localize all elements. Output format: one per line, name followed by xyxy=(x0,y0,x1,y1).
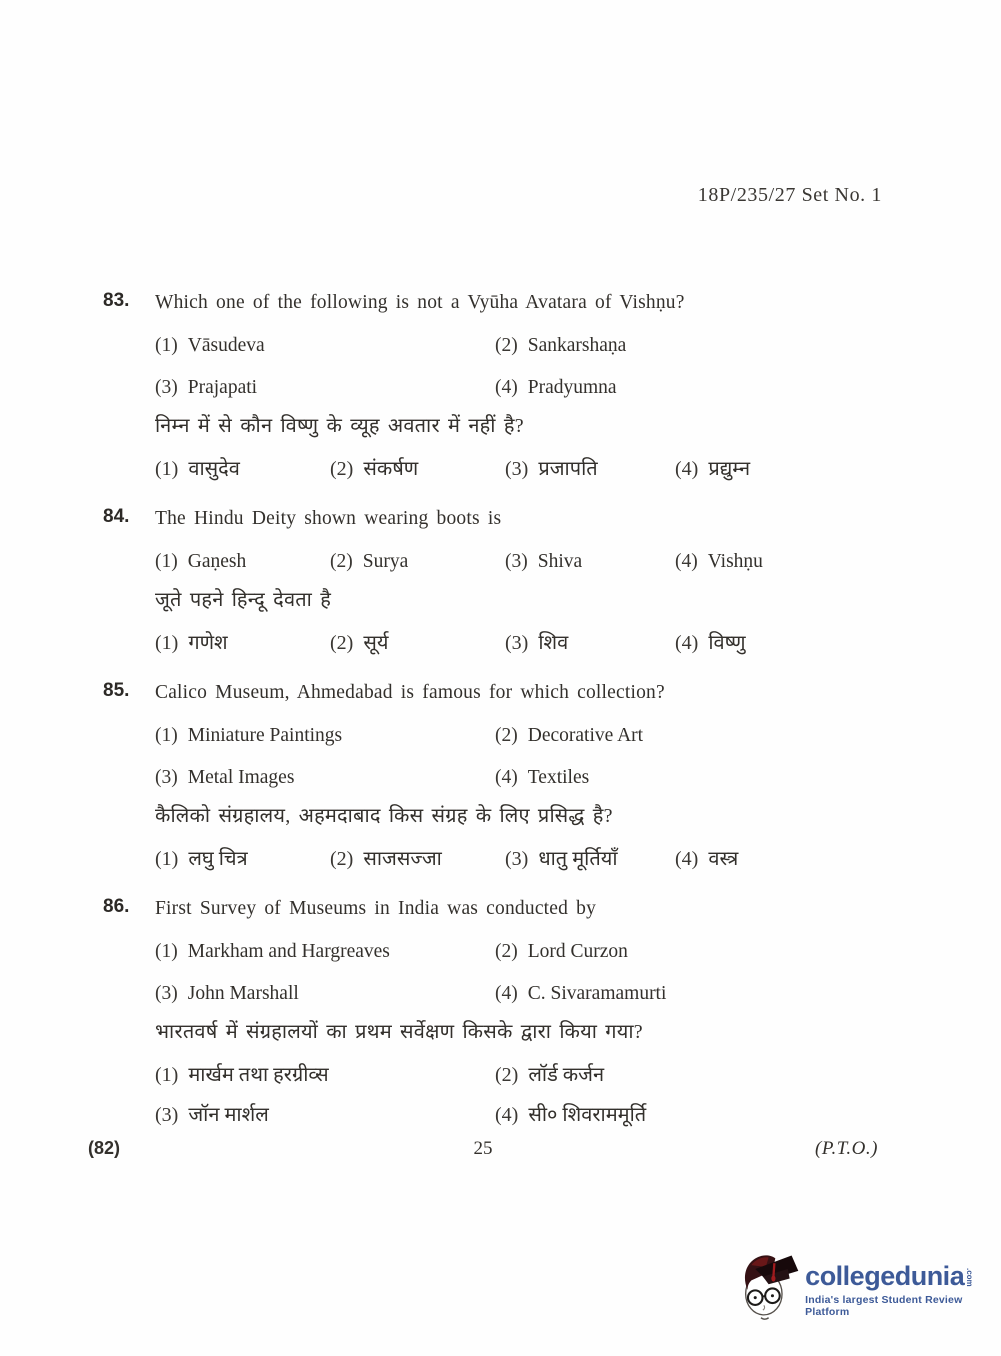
question-83 xyxy=(103,290,903,482)
option: (3) John Marshall xyxy=(155,983,299,1004)
option: (3) प्रजापति xyxy=(505,458,598,480)
option: (3) शिव xyxy=(505,632,569,654)
option: (1) लघु चित्र xyxy=(155,848,248,870)
option: (4) विष्णु xyxy=(675,632,746,654)
pto-note: (P.T.O.) xyxy=(815,1138,878,1159)
logo-text xyxy=(805,1246,1001,1318)
option: (2) संकर्षण xyxy=(330,458,419,480)
option: (1) Gaṇesh xyxy=(155,551,247,572)
question-number: 85. xyxy=(103,680,130,701)
question-number: 86. xyxy=(103,896,130,917)
question-84 xyxy=(103,506,903,656)
question-text-en: Which one of the following is not a Vyūha Avatara of Vishṇu? xyxy=(155,292,685,313)
options-en xyxy=(155,333,903,401)
question-text-hi: निम्न में से कौन विष्णु के व्यूह अवतार में नहीं है? xyxy=(155,415,524,437)
question-text-en: First Survey of Museums in India was conducted by xyxy=(155,898,597,919)
paper-code: 18P/235/27 Set No. 1 xyxy=(697,184,882,206)
options-hi xyxy=(155,1062,903,1128)
question-85 xyxy=(103,680,903,872)
option: (2) लॉर्ड कर्जन xyxy=(495,1064,605,1086)
question-text-hi: जूते पहने हिन्दू देवता है xyxy=(155,589,332,611)
brand-name: collegedunia xyxy=(805,1261,965,1291)
questions-area xyxy=(103,290,903,1152)
option: (3) धातु मूर्तियाँ xyxy=(505,848,618,870)
option: (4) Textiles xyxy=(495,767,590,788)
question-text-en: The Hindu Deity shown wearing boots is xyxy=(155,508,502,529)
option: (2) सूर्य xyxy=(330,632,389,654)
option: (1) मार्खम तथा हरग्रीव्स xyxy=(155,1064,329,1086)
option: (3) जॉन मार्शल xyxy=(155,1104,269,1126)
option: (2) Surya xyxy=(330,551,409,572)
question-number: 84. xyxy=(103,506,130,527)
option: (1) Vāsudeva xyxy=(155,335,265,356)
booklet-ref: (82) xyxy=(88,1138,121,1158)
option: (2) Lord Curzon xyxy=(495,941,628,962)
option: (2) Decorative Art xyxy=(495,725,644,746)
option: (1) Miniature Paintings xyxy=(155,725,343,746)
options-en xyxy=(155,549,903,575)
option: (3) Prajapati xyxy=(155,377,258,398)
mascot-icon xyxy=(738,1246,801,1334)
option: (3) Metal Images xyxy=(155,767,295,788)
options-en xyxy=(155,939,903,1007)
option: (4) वस्त्र xyxy=(675,848,739,870)
brand-tld: .com xyxy=(965,1268,975,1287)
page-number: 25 xyxy=(473,1138,493,1159)
option: (1) गणेश xyxy=(155,632,228,654)
options-hi xyxy=(155,630,903,656)
option: (4) Vishṇu xyxy=(675,551,763,572)
option: (3) Shiva xyxy=(505,551,583,572)
option: (4) प्रद्युम्न xyxy=(675,458,751,480)
collegedunia-logo xyxy=(738,1246,1001,1334)
option: (1) वासुदेव xyxy=(155,458,240,480)
question-number: 83. xyxy=(103,290,130,311)
option: (4) Pradyumna xyxy=(495,377,617,398)
page-footer xyxy=(88,1138,878,1160)
option: (2) Sankarshaṇa xyxy=(495,335,627,356)
options-hi xyxy=(155,846,903,872)
option: (4) सी० शिवराममूर्ति xyxy=(495,1104,647,1126)
option: (4) C. Sivaramamurti xyxy=(495,983,667,1004)
options-hi xyxy=(155,456,903,482)
question-86 xyxy=(103,896,903,1128)
option: (2) साजसज्जा xyxy=(330,848,442,870)
question-text-hi: भारतवर्ष में संग्रहालयों का प्रथम सर्वेक्षण किसके द्वारा किया गया? xyxy=(155,1021,643,1043)
question-text-en: Calico Museum, Ahmedabad is famous for which collection? xyxy=(155,682,665,703)
question-text-hi: कैलिको संग्रहालय, अहमदाबाद किस संग्रह के लिए प्रसिद्ध है? xyxy=(155,805,613,827)
brand-tagline: India's largest Student Review Platform xyxy=(805,1294,963,1318)
options-en xyxy=(155,723,903,791)
option: (1) Markham and Hargreaves xyxy=(155,941,390,962)
